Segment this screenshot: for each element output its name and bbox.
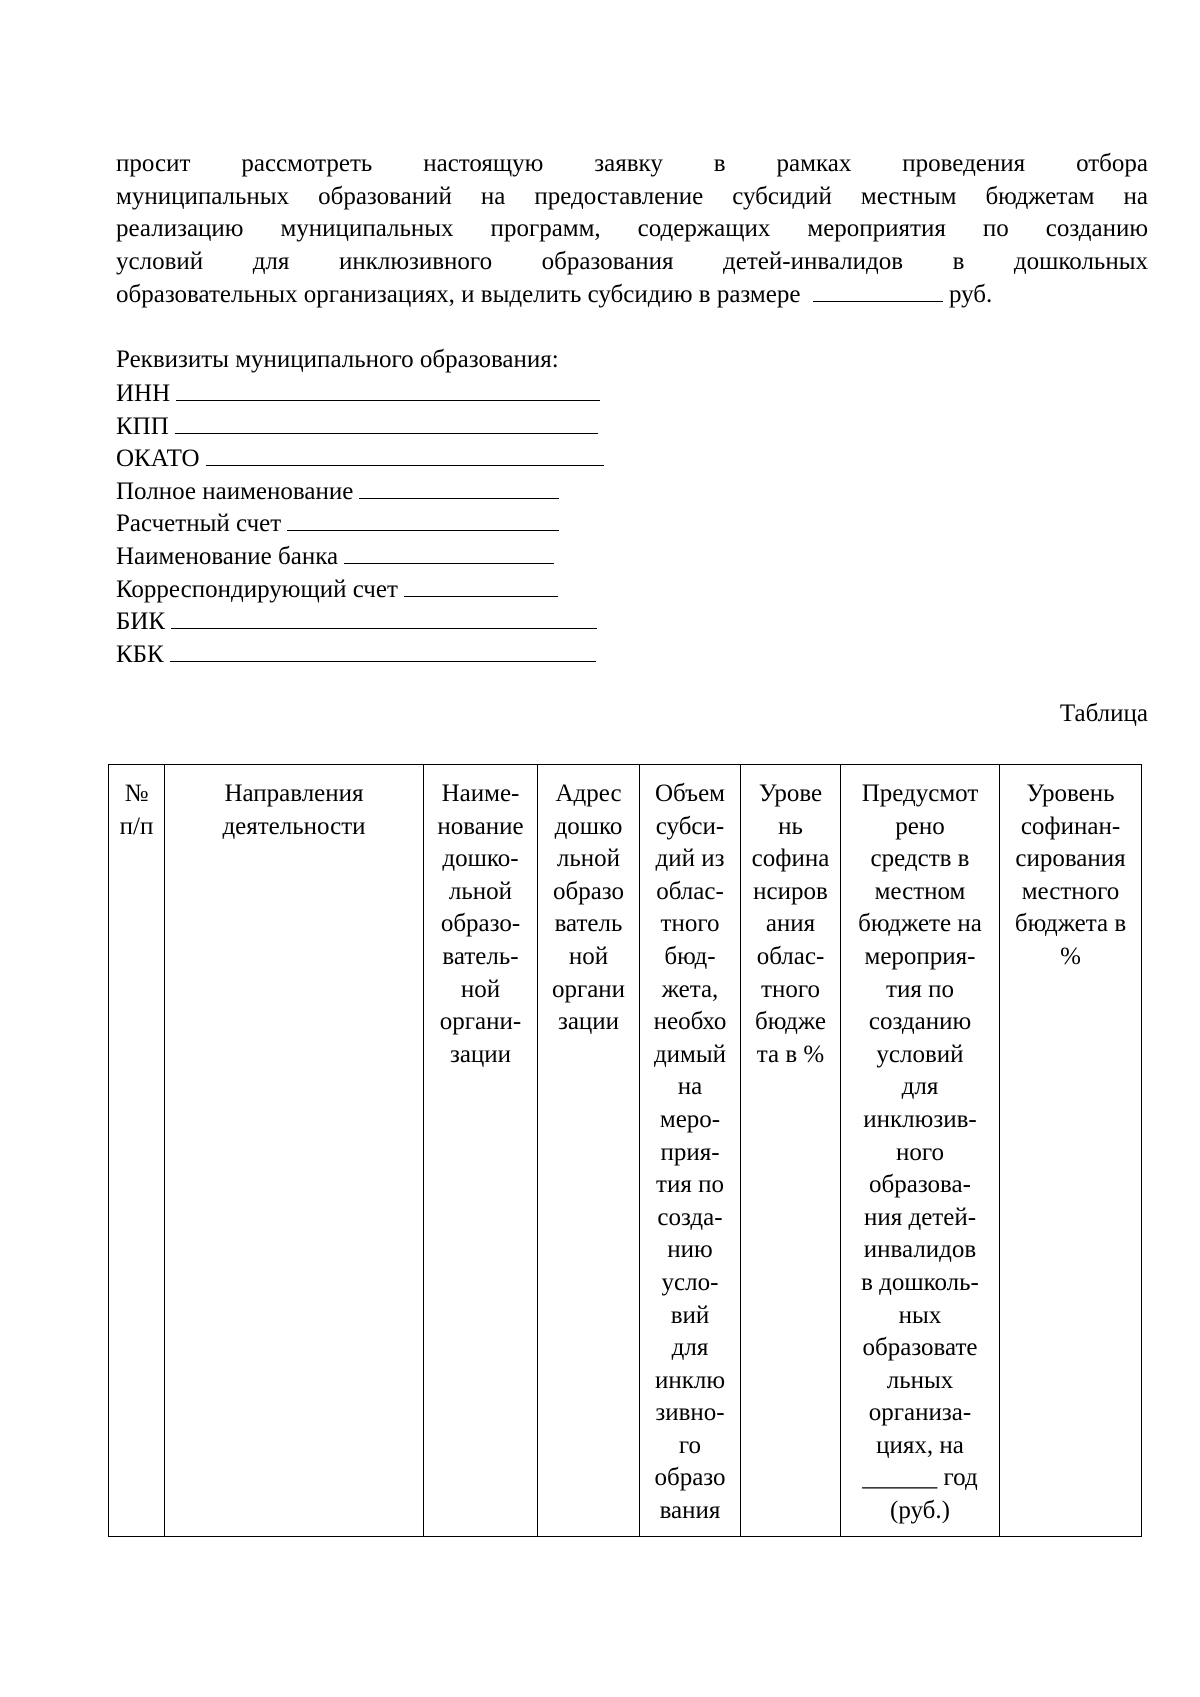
header-line: тного xyxy=(761,975,820,1003)
requisite-full-name xyxy=(116,475,604,508)
col-header-local-cofinancing-level xyxy=(1000,765,1142,1537)
header-line: на xyxy=(677,1073,703,1101)
paragraph-last-line-start: образовательных организациях, и выделить субсидию в размере xyxy=(116,281,801,309)
header-line: та в % xyxy=(756,1040,825,1068)
header-line: тного xyxy=(660,910,720,938)
col-header-number xyxy=(109,765,165,1537)
paragraph-line: реализацию муниципальных программ, содержащих мероприятия по созданию xyxy=(116,215,1148,243)
header-line: усло- xyxy=(661,1268,719,1296)
requisites-list xyxy=(116,377,604,670)
inn-blank[interactable] xyxy=(176,377,600,401)
subsidy-amount-blank[interactable] xyxy=(813,278,943,302)
header-line: льной xyxy=(556,845,621,873)
bik-blank[interactable] xyxy=(171,605,597,629)
header-line: циях, на xyxy=(876,1431,964,1459)
subsidy-table xyxy=(108,764,1142,1537)
header-line: % xyxy=(1060,942,1081,970)
requisite-bik xyxy=(116,605,604,638)
full-name-blank[interactable] xyxy=(359,475,559,499)
header-line: бюд- xyxy=(664,942,716,970)
header-line: го xyxy=(678,1431,702,1459)
header-line: зации xyxy=(449,1040,512,1068)
requisite-label: Корреспондирующий счет xyxy=(116,575,398,603)
col-header-regional-cofinancing-level xyxy=(741,765,841,1537)
header-line: дий из xyxy=(655,845,725,873)
bank-name-blank[interactable] xyxy=(344,540,554,564)
header-line: Урове xyxy=(758,780,823,807)
header-line: субси- xyxy=(655,812,725,840)
header-line: органи xyxy=(551,975,626,1003)
header-line: № xyxy=(124,780,149,807)
header-line: необхо xyxy=(653,1008,727,1036)
header-line: ных xyxy=(898,1301,942,1329)
requisite-label: ОКАТО xyxy=(116,445,200,473)
header-line: вания xyxy=(659,1497,721,1525)
requisite-label: БИК xyxy=(116,608,166,636)
currency-label: руб. xyxy=(948,281,993,309)
header-line: бюджете на xyxy=(858,910,982,938)
requisite-settlement-account xyxy=(116,507,604,540)
col-header-regional-subsidy-volume xyxy=(640,765,741,1537)
header-line: вий xyxy=(670,1301,710,1329)
header-line: тия по xyxy=(656,1171,724,1199)
requisite-label: Наименование банка xyxy=(116,542,339,570)
request-paragraph xyxy=(116,148,1148,312)
header-line: Наиме- xyxy=(441,780,520,807)
header-line: созданию xyxy=(868,1008,972,1036)
col-header-organization-address xyxy=(538,765,640,1537)
header-line: нсиров xyxy=(753,877,828,905)
header-line: рено xyxy=(895,812,945,840)
header-line: мероприя- xyxy=(864,942,976,970)
header-line: деятельности xyxy=(222,812,366,840)
header-line: организа- xyxy=(868,1399,972,1427)
header-line: местном xyxy=(874,877,966,905)
header-line: Адрес xyxy=(555,780,622,807)
header-line: ватель- xyxy=(442,942,519,970)
header-line: дошко xyxy=(554,812,623,840)
header-line: зивно- xyxy=(655,1399,725,1427)
header-line: образо- xyxy=(440,910,521,938)
requisite-kpp xyxy=(116,410,604,443)
header-line: (руб.) xyxy=(890,1497,950,1525)
requisite-label: КПП xyxy=(116,412,169,440)
requisite-label: ИНН xyxy=(116,380,171,407)
requisite-kbk xyxy=(116,638,604,671)
header-line: сирования xyxy=(1015,845,1126,873)
col-header-local-budget-funds xyxy=(841,765,1000,1537)
header-line: тия по xyxy=(886,975,954,1003)
header-line: органи- xyxy=(439,1008,522,1036)
requisite-bank-name xyxy=(116,540,604,573)
header-line: средств в xyxy=(870,845,970,873)
table-header-row xyxy=(109,765,1142,1537)
paragraph-last-line xyxy=(116,278,1148,312)
header-line: условий xyxy=(876,1040,964,1068)
header-line: нию xyxy=(667,1236,713,1264)
header-line: димый xyxy=(653,1040,727,1068)
paragraph-line: условий для инклюзивного образования детей-инвалидов в дошкольных xyxy=(116,247,1148,275)
correspondent-account-blank[interactable] xyxy=(404,573,558,597)
header-line: ного xyxy=(895,1138,944,1166)
header-line: созда- xyxy=(657,1203,723,1231)
requisite-label: Полное наименование xyxy=(116,477,354,505)
header-line: софинан- xyxy=(1020,812,1121,840)
requisite-okato xyxy=(116,442,604,475)
header-line: зации xyxy=(557,1008,620,1036)
header-line: бюдже xyxy=(755,1008,826,1036)
header-line: для xyxy=(901,1073,939,1101)
settlement-account-blank[interactable] xyxy=(287,507,559,531)
header-line: инклюзив- xyxy=(863,1105,977,1133)
header-line: льных xyxy=(886,1366,954,1394)
table-caption: Таблица xyxy=(1059,700,1148,727)
header-line: облас- xyxy=(656,877,724,905)
header-line: образовате xyxy=(862,1334,978,1362)
header-line: ния детей- xyxy=(863,1203,977,1231)
header-line: Уровень xyxy=(1026,780,1115,807)
header-line: нь xyxy=(778,812,803,840)
header-line: Направления xyxy=(224,780,364,807)
requisite-label: Расчетный счет xyxy=(116,510,282,538)
requisite-label: КБК xyxy=(116,640,164,668)
requisite-correspondent-account xyxy=(116,573,604,606)
header-line: местного xyxy=(1021,877,1120,905)
header-line: ной xyxy=(568,942,609,970)
header-line: образова- xyxy=(869,1171,971,1199)
col-header-activity-directions xyxy=(165,765,424,1537)
requisites-title: Реквизиты муниципального образования: xyxy=(116,346,559,373)
header-line: бюджета в xyxy=(1014,910,1127,938)
header-line: для xyxy=(671,1334,709,1362)
header-line: софина xyxy=(751,845,830,873)
requisite-inn xyxy=(116,377,604,410)
header-line: инвалидов xyxy=(863,1236,977,1264)
header-line: в дошколь- xyxy=(861,1268,979,1296)
header-line: льной xyxy=(448,877,513,905)
kbk-blank[interactable] xyxy=(170,638,596,662)
header-line: инклю xyxy=(654,1366,726,1394)
header-line: Предусмот xyxy=(861,780,979,807)
paragraph-line: просит рассмотреть настоящую заявку в рамках проведения отбора xyxy=(116,150,1148,177)
header-line: облас- xyxy=(756,942,825,970)
header-line: меро- xyxy=(659,1105,721,1133)
header-line: прия- xyxy=(660,1138,720,1166)
header-line: образо xyxy=(654,1464,726,1492)
header-line: нование xyxy=(437,812,524,840)
paragraph-line: муниципальных образований на предоставление субсидий местным бюджетам на xyxy=(116,182,1148,210)
header-line: жета, xyxy=(661,975,719,1003)
col-header-organization-name xyxy=(424,765,538,1537)
header-line: дошко- xyxy=(442,845,519,873)
header-line: ной xyxy=(460,975,501,1003)
header-line: п/п xyxy=(119,812,154,840)
header-line: Объем xyxy=(655,780,725,807)
okato-blank[interactable] xyxy=(206,442,604,466)
header-line: ______ год xyxy=(862,1464,978,1492)
kpp-blank[interactable] xyxy=(175,410,598,434)
header-line: образо xyxy=(552,877,625,905)
header-line: ватель xyxy=(554,910,623,938)
header-line: ания xyxy=(765,910,816,938)
